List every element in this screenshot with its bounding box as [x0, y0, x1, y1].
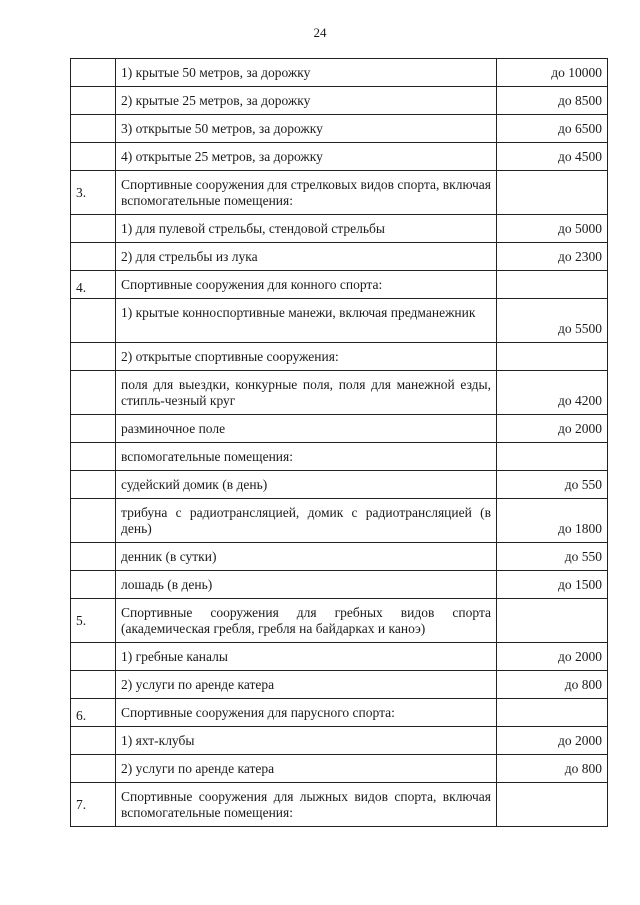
- row-price: [497, 271, 608, 299]
- table-row: [71, 671, 608, 699]
- table-row: [71, 243, 608, 271]
- price-table-body: [71, 59, 608, 827]
- table-row: [71, 215, 608, 243]
- table-row: [71, 471, 608, 499]
- row-description: разминочное поле: [116, 415, 497, 443]
- row-number: [71, 643, 116, 671]
- row-description: 1) гребные каналы: [116, 643, 497, 671]
- table-row: [71, 783, 608, 827]
- row-description: 2) услуги по аренде катера: [116, 671, 497, 699]
- row-price: до 6500: [497, 115, 608, 143]
- row-price: до 1500: [497, 571, 608, 599]
- row-number: [71, 371, 116, 415]
- table-row: [71, 143, 608, 171]
- row-number: [71, 115, 116, 143]
- table-row: [71, 299, 608, 343]
- row-description: 4) открытые 25 метров, за дорожку: [116, 143, 497, 171]
- row-number: [71, 499, 116, 543]
- row-price: до 10000: [497, 59, 608, 87]
- table-row: [71, 171, 608, 215]
- table-row: [71, 371, 608, 415]
- row-price: до 5500: [497, 299, 608, 343]
- row-price: [497, 599, 608, 643]
- row-number: [71, 215, 116, 243]
- row-number: [71, 87, 116, 115]
- row-price: [497, 443, 608, 471]
- row-description: 2) услуги по аренде катера: [116, 755, 497, 783]
- row-number: [71, 543, 116, 571]
- table-row: [71, 499, 608, 543]
- row-number: 6.: [71, 699, 116, 727]
- row-description: Спортивные сооружения для лыжных видов спорта, включая вспомогательные помещения:: [116, 783, 497, 827]
- row-price: до 1800: [497, 499, 608, 543]
- page-number: 24: [313, 25, 327, 40]
- row-description: лошадь (в день): [116, 571, 497, 599]
- table-row: [71, 271, 608, 299]
- table-row: [71, 59, 608, 87]
- row-price: до 550: [497, 543, 608, 571]
- row-number: [71, 343, 116, 371]
- row-price: до 5000: [497, 215, 608, 243]
- row-price: [497, 783, 608, 827]
- row-description: денник (в сутки): [116, 543, 497, 571]
- row-number: 5.: [71, 599, 116, 643]
- row-number: [71, 755, 116, 783]
- row-price: до 4500: [497, 143, 608, 171]
- row-price: до 2000: [497, 643, 608, 671]
- row-description: 1) для пулевой стрельбы, стендовой стрельбы: [116, 215, 497, 243]
- row-description: 1) крытые 50 метров, за дорожку: [116, 59, 497, 87]
- row-number: [71, 571, 116, 599]
- row-description: поля для выездки, конкурные поля, поля для манежной езды, стипль-чезный круг: [116, 371, 497, 415]
- table-row: [71, 87, 608, 115]
- row-number: [71, 415, 116, 443]
- table-row: [71, 343, 608, 371]
- row-price: [497, 171, 608, 215]
- row-number: 7.: [71, 783, 116, 827]
- table-row: [71, 599, 608, 643]
- price-table: [70, 58, 608, 827]
- table-row: [71, 115, 608, 143]
- row-number: [71, 143, 116, 171]
- row-number: [71, 299, 116, 343]
- table-row: [71, 755, 608, 783]
- row-price: до 800: [497, 755, 608, 783]
- table-row: [71, 571, 608, 599]
- row-description: 1) яхт-клубы: [116, 727, 497, 755]
- row-number: 4.: [71, 271, 116, 299]
- row-number: [71, 671, 116, 699]
- table-row: [71, 699, 608, 727]
- row-number: 3.: [71, 171, 116, 215]
- row-price: [497, 699, 608, 727]
- row-description: вспомогательные помещения:: [116, 443, 497, 471]
- row-price: [497, 343, 608, 371]
- row-price: до 8500: [497, 87, 608, 115]
- row-price: до 550: [497, 471, 608, 499]
- row-description: 1) крытые конноспортивные манежи, включая предманежник: [116, 299, 497, 343]
- row-description: 2) для стрельбы из лука: [116, 243, 497, 271]
- table-row: [71, 543, 608, 571]
- row-price: до 800: [497, 671, 608, 699]
- row-price: до 2000: [497, 727, 608, 755]
- table-row: [71, 443, 608, 471]
- row-description: 2) крытые 25 метров, за дорожку: [116, 87, 497, 115]
- row-description: 2) открытые спортивные сооружения:: [116, 343, 497, 371]
- row-description: трибуна с радиотрансляцией, домик с радиотрансляцией (в день): [116, 499, 497, 543]
- table-row: [71, 643, 608, 671]
- row-number: [71, 727, 116, 755]
- table-row: [71, 415, 608, 443]
- row-description: Спортивные сооружения для парусного спорта:: [116, 699, 497, 727]
- row-description: Спортивные сооружения для гребных видов спорта (академическая гребля, гребля на байдарках и каноэ): [116, 599, 497, 643]
- row-number: [71, 443, 116, 471]
- row-number: [71, 471, 116, 499]
- row-number: [71, 243, 116, 271]
- table-row: [71, 727, 608, 755]
- row-description: Спортивные сооружения для стрелковых видов спорта, включая вспомогательные помещения:: [116, 171, 497, 215]
- row-price: до 2000: [497, 415, 608, 443]
- row-price: до 2300: [497, 243, 608, 271]
- row-number: [71, 59, 116, 87]
- row-description: судейский домик (в день): [116, 471, 497, 499]
- row-description: Спортивные сооружения для конного спорта:: [116, 271, 497, 299]
- row-description: 3) открытые 50 метров, за дорожку: [116, 115, 497, 143]
- row-price: до 4200: [497, 371, 608, 415]
